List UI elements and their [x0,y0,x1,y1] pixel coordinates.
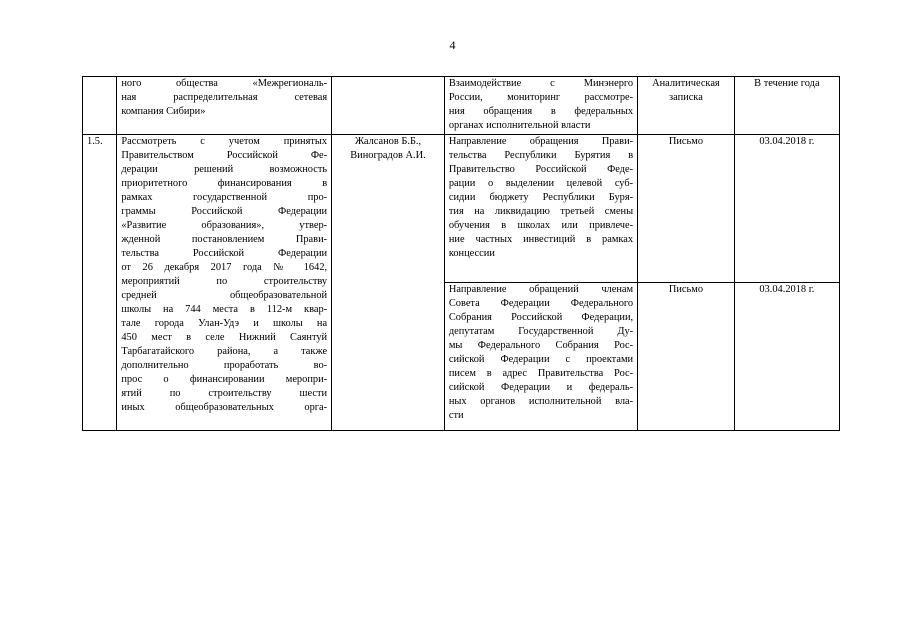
result-form-cell [638,77,735,135]
table-row [83,77,840,135]
measure-line: сийской Федерации с проектами [448,354,634,365]
task-description-line: 450 мест в селе Нижний Саянтуй [121,332,328,343]
measure-line: мы Федерального Собрания Рос- [448,340,634,351]
row-number-cell: 1.5. [83,135,117,431]
measure-line: тельства Республики Бурятия в [448,150,634,161]
page-number: 4 [449,38,456,52]
task-description-line: Рассмотреть с учетом принятых [121,136,328,147]
measure-line: Собрания Российской Федерации, [448,312,634,323]
measure-line: Взаимодействие с Минэнерго [448,78,634,89]
responsible-cell [332,77,445,135]
measure-line: Направление обращений членам [448,284,634,295]
task-description-line: ятий по строительству шести [121,388,328,399]
task-description-line: ного общества «Межрегиональ- [121,78,328,89]
measure-line: рации о выделении целевой суб- [448,178,634,189]
measure-line: ных органов исполнительной вла- [448,396,634,407]
measure-line: тия на ликвидацию третьей смены [448,206,634,217]
measure-cell [444,77,637,135]
measure-line: писем в адрес Правительства Рос- [448,368,634,379]
action-plan-table [82,76,840,431]
result-form-line: Аналитическая [652,78,720,89]
task-description-line: тельства Российской Федерации [121,248,328,259]
measure-line: сти [448,410,464,421]
responsible-person: Жалсанов Б.Б., [354,136,422,147]
measure-line: Совета Федерации Федерального [448,298,634,309]
task-description-line: иных общеобразовательных орга- [121,402,328,413]
measure-line: ния обращения в федеральных [448,106,634,117]
deadline-cell: В течение года [734,77,839,135]
measure-line: России, мониторинг рассмотре- [448,92,634,103]
task-description-line: рамках государственной про- [121,192,328,203]
deadline-cell: 03.04.2018 г. [734,283,839,431]
task-description-cell [117,77,332,135]
task-description-line: компания Сибири» [121,106,206,117]
task-description-line: Тарбагатайского района, а также [121,346,328,357]
task-description-line: школы на 744 места в 112-м квар- [121,304,328,315]
task-description-line: прос о финансировании меропри- [121,374,328,385]
measure-line: сийской Федерации и федераль- [448,382,634,393]
measure-line: депутатам Государственной Ду- [448,326,634,337]
task-description-line: от 26 декабря 2017 года № 1642, [121,262,328,273]
measure-line: Правительство Российской Феде- [448,164,634,175]
measure-line: концессии [448,248,495,259]
responsible-cell [332,135,445,431]
measure-line: сидии бюджету Республики Буря- [448,192,634,203]
table-row [83,135,840,283]
result-form-line: записка [669,92,703,103]
task-description-line: мероприятий по строительству [121,276,328,287]
task-description-line: граммы Российской Федерации [121,206,328,217]
task-description-line: ная распределительная сетевая [121,92,328,103]
task-description-line: дополнительно проработать во- [121,360,328,371]
measure-cell [444,283,637,431]
row-number-cell [83,77,117,135]
task-description-line: средней общеобразовательной [121,290,328,301]
measure-cell [444,135,637,283]
task-description-line: жденной постановлением Прави- [121,234,328,245]
measure-line: органах исполнительной власти [448,120,591,131]
measure-line: ние частных инвестиций в рамках [448,234,634,245]
task-description-line: дерации решений возможность [121,164,328,175]
result-form-cell: Письмо [638,283,735,431]
responsible-person: Виноградов А.И. [350,150,426,161]
task-description-line: Правительством Российской Фе- [121,150,328,161]
task-description-line: «Развитие образования», утвер- [121,220,328,231]
measure-line: Направление обращения Прави- [448,136,634,147]
deadline-cell: 03.04.2018 г. [734,135,839,283]
result-form-cell: Письмо [638,135,735,283]
task-description-line: приоритетного финансирования в [121,178,328,189]
measure-line: обучения в школах или привлече- [448,220,634,231]
task-description-cell [117,135,332,431]
task-description-line: тале города Улан-Удэ и школы на [121,318,328,329]
